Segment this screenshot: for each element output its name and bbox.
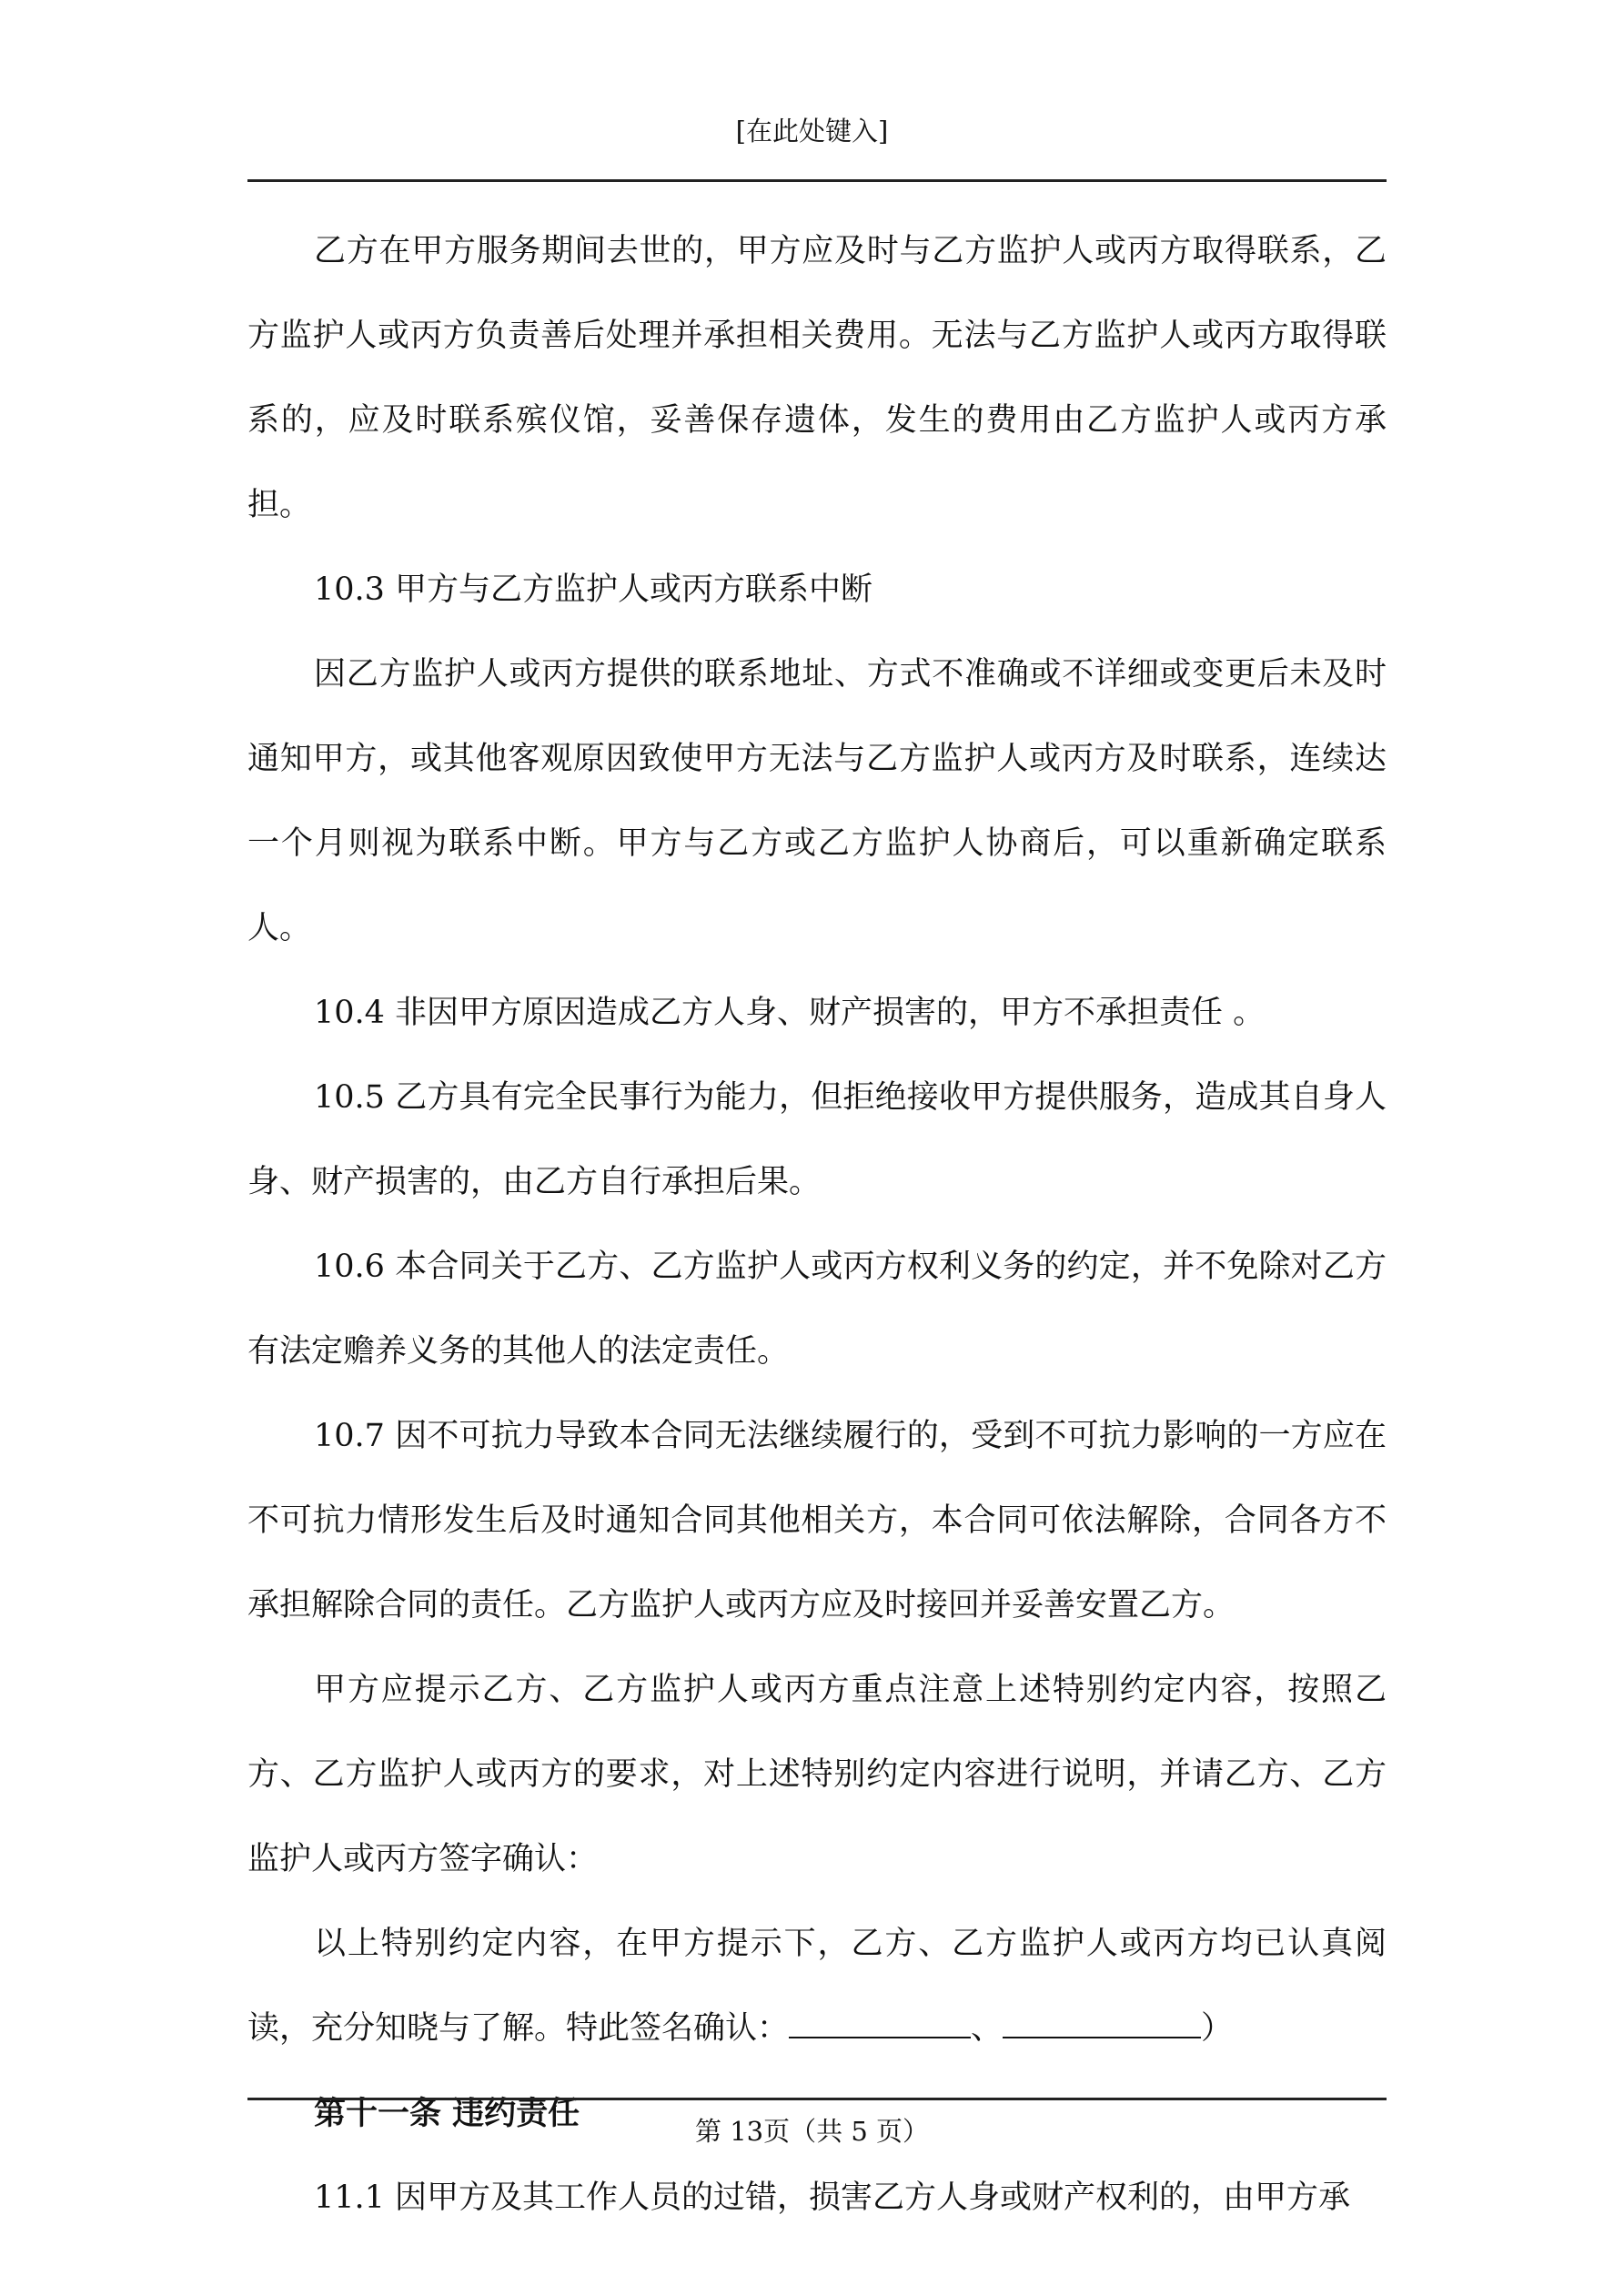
document-body: [247, 209, 1387, 2240]
signature-blank-1[interactable]: [789, 2002, 971, 2038]
page-footer: 第 13页（共 5 页）: [694, 2116, 929, 2147]
clause-11-1: 11.1 因甲方及其工作人员的过错，损害乙方人身或财产权利的，由甲方承: [314, 2180, 1351, 2216]
paragraph: 因乙方监护人或丙方提供的联系地址、方式不准确或不详细或变更后未及时通知甲方，或其他客观原因致使甲方无法与乙方监护人或丙方及时联系，连续达一个月则视为联系中断。甲方与乙方或乙方监护人协商后，可以重新确定联系人。: [247, 656, 1387, 946]
page-header: [在此处键入]: [735, 116, 889, 147]
signature-blank-2[interactable]: [1003, 2002, 1201, 2038]
clause-10-4: 10.4 非因甲方原因造成乙方人身、财产损害的，甲方不承担责任 。: [314, 995, 1266, 1031]
clause-10-6: 10.6 本合同关于乙方、乙方监护人或丙方权利义务的约定，并不免除对乙方有法定赡养义务的其他人的法定责任。: [247, 1249, 1387, 1370]
footer-rule: [247, 2098, 1387, 2100]
paragraph: 甲方应提示乙方、乙方监护人或丙方重点注意上述特别约定内容，按照乙方、乙方监护人或丙方的要求，对上述特别约定内容进行说明，并请乙方、乙方监护人或丙方签字确认：: [247, 1672, 1387, 1877]
signature-paragraph: [247, 1902, 1387, 2071]
paragraph: 乙方在甲方服务期间去世的，甲方应及时与乙方监护人或丙方取得联系，乙方监护人或丙方负责善后处理并承担相关费用。无法与乙方监护人或丙方取得联系的，应及时联系殡仪馆，妥善保存遗体，发生的费用由乙方监护人或丙方承担。: [247, 233, 1387, 523]
header-rule: [247, 179, 1387, 182]
clause-10-5: 10.5 乙方具有完全民事行为能力，但拒绝接收甲方提供服务，造成其自身人身、财产损害的，由乙方自行承担后果。: [247, 1079, 1387, 1200]
section-heading: 第十一条 违约责任: [314, 2095, 580, 2132]
clause-heading-10-3: 10.3 甲方与乙方监护人或丙方联系中断: [314, 571, 873, 608]
clause-10-7: 10.7 因不可抗力导致本合同无法继续履行的，受到不可抗力影响的一方应在不可抗力情形发生后及时通知合同其他相关方，本合同可依法解除，合同各方不承担解除合同的责任。乙方监护人或丙方应及时接回并妥善安置乙方。: [247, 1418, 1387, 1623]
signature-text: 以上特别约定内容，在甲方提示下，乙方、乙方监护人或丙方均已认真阅读，充分知晓与了解。特此签名确认：: [247, 1926, 1387, 2047]
signature-closing: ）: [1201, 2010, 1234, 2047]
signature-separator: 、: [971, 2010, 1004, 2047]
